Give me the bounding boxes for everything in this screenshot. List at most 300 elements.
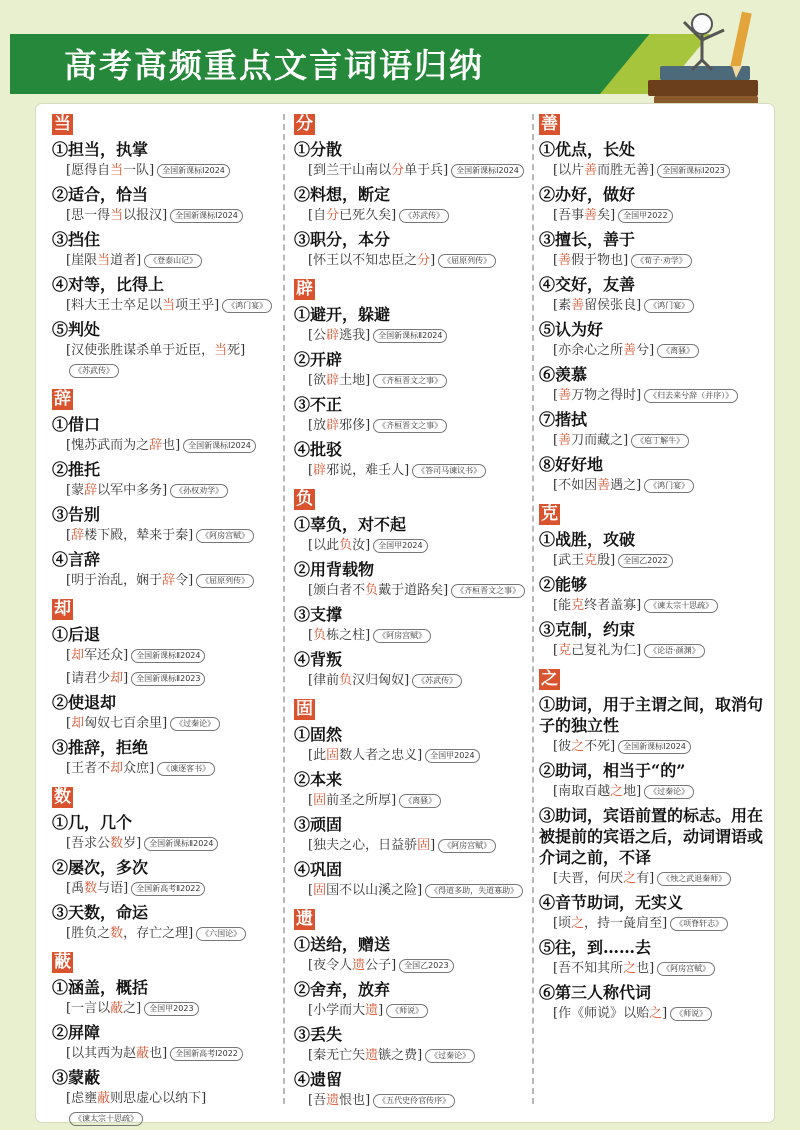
source-tag: 全国新高考Ⅰ2022 xyxy=(170,1047,243,1061)
example-text: [ xyxy=(66,716,72,731)
sense-label: ③职分，本分 xyxy=(294,230,391,249)
example-text: [一言以 xyxy=(66,1001,111,1016)
source-tag: 《论语·颜渊》 xyxy=(644,644,705,658)
source-tag: 全国新课标Ⅱ2024 xyxy=(144,837,218,851)
example-text: 土地] xyxy=(339,373,371,388)
example-text: 以报汉] xyxy=(123,208,168,223)
column-divider xyxy=(283,114,285,1104)
source-tag: 《谏太宗十思疏》 xyxy=(644,599,718,613)
example-text: 有] xyxy=(636,871,655,886)
example-text: [亦余心之所 xyxy=(553,343,624,358)
example-text: 国不以山溪之险] xyxy=(326,883,423,898)
highlighted-word: 克 xyxy=(571,598,585,613)
highlighted-word: 之 xyxy=(571,739,585,754)
example-sentence xyxy=(308,791,530,811)
sense-label: ⑦揩拭 xyxy=(539,410,588,429)
example-text: ] xyxy=(430,253,436,268)
example-sentence xyxy=(553,341,771,361)
highlighted-word: 之 xyxy=(649,1006,663,1021)
sense-label: ⑥羡慕 xyxy=(539,365,588,384)
headword-badge: 数 xyxy=(54,787,71,807)
sense-label: ③不正 xyxy=(294,395,343,414)
example-sentence xyxy=(308,536,530,556)
example-sentence xyxy=(553,869,771,889)
example-text: 死] xyxy=(227,343,246,358)
sense-label: ③挡住 xyxy=(52,230,101,249)
source-tag: 《苏武传》 xyxy=(399,209,449,223)
headword-badge: 负 xyxy=(296,489,313,509)
sense-label: ⑤判处 xyxy=(52,320,101,339)
example-sentence xyxy=(66,999,282,1019)
headword-badge: 之 xyxy=(541,669,558,689)
example-text: [王者不 xyxy=(66,761,111,776)
sense-label: ③顽固 xyxy=(294,815,343,834)
example-text: 之] xyxy=(123,1001,142,1016)
column-2 xyxy=(294,114,530,1114)
example-sentence xyxy=(553,737,771,757)
example-text: ] xyxy=(430,838,436,853)
example-sentence xyxy=(66,341,282,381)
source-tag: 全国新课标Ⅱ2024 xyxy=(373,329,447,343)
highlighted-word: 克 xyxy=(558,643,572,658)
example-text: [公 xyxy=(308,328,327,343)
example-sentence xyxy=(66,879,282,899)
example-text: [料大王士卒足以 xyxy=(66,298,163,313)
example-text: [素 xyxy=(553,298,572,313)
highlighted-word: 负 xyxy=(339,538,353,553)
example-text: [虑壅 xyxy=(66,1091,98,1106)
sense-label: ②屏障 xyxy=(52,1023,101,1042)
example-text: [蒙 xyxy=(66,483,85,498)
sense-label: ①战胜，攻破 xyxy=(539,530,636,549)
sense-label: ①借口 xyxy=(52,415,101,434)
highlighted-word: 之 xyxy=(571,916,585,931)
highlighted-word: 克 xyxy=(584,553,598,568)
word-entry xyxy=(52,599,282,779)
highlighted-word: 固 xyxy=(313,883,327,898)
example-sentence xyxy=(553,386,771,406)
source-tag: 《过秦论》 xyxy=(170,717,220,731)
example-sentence xyxy=(66,834,282,854)
source-tag: 全国新课标Ⅰ2024 xyxy=(451,164,524,178)
example-text: 假于物也] xyxy=(571,253,629,268)
example-sentence xyxy=(66,526,282,546)
example-text: 以军中多务] xyxy=(97,483,168,498)
highlighted-word: 善 xyxy=(623,343,637,358)
highlighted-word: 遗 xyxy=(326,1093,340,1108)
sense-label: ④音节助词，无实义 xyxy=(539,893,684,912)
highlighted-word: 数 xyxy=(110,836,124,851)
source-tag: 《师说》 xyxy=(670,1007,712,1021)
sense-label: ③告别 xyxy=(52,505,101,524)
example-sentence xyxy=(66,1044,282,1064)
highlighted-word: 辞 xyxy=(71,528,85,543)
source-tag: 《鸿门宴》 xyxy=(644,299,694,313)
word-entry xyxy=(52,114,282,381)
example-text: 则思虚心以纳下] xyxy=(110,1091,207,1106)
example-text: [吾事 xyxy=(553,208,585,223)
sense-label: ④交好，友善 xyxy=(539,275,636,294)
sense-label: ②助词，相当于“的” xyxy=(539,761,686,780)
example-text: 前圣之所厚] xyxy=(326,793,397,808)
example-sentence xyxy=(66,206,282,226)
source-tag: 《阿房宫赋》 xyxy=(373,629,431,643)
example-sentence xyxy=(308,581,530,601)
example-text: 栋之柱] xyxy=(326,628,371,643)
example-text: [汉使张胜谋杀单于近臣， xyxy=(66,343,215,358)
example-text: [ xyxy=(553,388,559,403)
example-text: 不死] xyxy=(584,739,616,754)
sense-label: ②推托 xyxy=(52,460,101,479)
example-sentence xyxy=(308,671,530,691)
example-text: 留侯张良] xyxy=(584,298,642,313)
example-text: [ xyxy=(66,648,72,663)
source-tag: 《鸿门宴》 xyxy=(222,299,272,313)
sense-label: ③助词，宾语前置的标志。用在被提前的宾语之后，动词谓语或介词之前，不译 xyxy=(539,806,764,867)
sense-label: ①辜负，对不起 xyxy=(294,515,407,534)
example-text: [顷 xyxy=(553,916,572,931)
highlighted-word: 固 xyxy=(417,838,431,853)
example-text: [ xyxy=(553,643,559,658)
word-entry xyxy=(294,909,530,1111)
sense-label: ②开辟 xyxy=(294,350,343,369)
sense-label: ①固然 xyxy=(294,725,343,744)
example-text: 也] xyxy=(636,961,655,976)
example-text: 汉归匈奴] xyxy=(352,673,410,688)
word-entry xyxy=(539,114,771,496)
example-sentence xyxy=(308,251,530,271)
example-text: 殷] xyxy=(597,553,616,568)
sense-label: ②屡次，多次 xyxy=(52,858,149,877)
sense-label: ①涵盖，概括 xyxy=(52,978,149,997)
example-text: [ xyxy=(308,793,314,808)
source-tag: 全国新课标Ⅱ2024 xyxy=(131,649,205,663)
example-text: [吾求公 xyxy=(66,836,111,851)
highlighted-word: 遗 xyxy=(365,1048,379,1063)
headword-badge: 却 xyxy=(54,599,71,619)
example-text: [吾不知其所 xyxy=(553,961,624,976)
example-sentence xyxy=(308,416,530,436)
example-text: [此 xyxy=(308,748,327,763)
example-text: [崖限 xyxy=(66,253,98,268)
source-tag: 《离骚》 xyxy=(399,794,441,808)
sense-label: ③支撑 xyxy=(294,605,343,624)
highlighted-word: 蔽 xyxy=(110,1001,124,1016)
source-tag: 全国新课标Ⅱ2023 xyxy=(131,672,205,686)
example-text: [武王 xyxy=(553,553,585,568)
highlighted-word: 善 xyxy=(571,298,585,313)
highlighted-word: 分 xyxy=(417,253,431,268)
example-text: 岁] xyxy=(123,836,142,851)
example-sentence xyxy=(308,371,530,391)
column-divider xyxy=(532,114,534,1104)
source-tag: 《离骚》 xyxy=(657,344,699,358)
highlighted-word: 蔽 xyxy=(136,1046,150,1061)
source-tag: 《荀子·劝学》 xyxy=(631,254,692,268)
example-sentence xyxy=(553,551,771,571)
word-entry xyxy=(52,389,282,591)
highlighted-word: 当 xyxy=(110,163,124,178)
word-entry xyxy=(294,489,530,691)
source-tag: 《谏逐客书》 xyxy=(157,762,215,776)
example-text: [ xyxy=(553,253,559,268)
sense-label: ①送给，赠送 xyxy=(294,935,391,954)
sense-label: ②用背载物 xyxy=(294,560,375,579)
highlighted-word: 数 xyxy=(84,881,98,896)
example-sentence xyxy=(66,481,282,501)
source-tag: 《归去来兮辞（并序）》 xyxy=(644,389,738,403)
sense-label: ②本来 xyxy=(294,770,343,789)
example-sentence xyxy=(308,206,530,226)
example-sentence xyxy=(308,1001,530,1021)
source-tag: 全国新课标Ⅰ2024 xyxy=(618,740,691,754)
example-sentence xyxy=(66,924,282,944)
headword-badge: 固 xyxy=(296,699,313,719)
source-tag: 《登泰山记》 xyxy=(144,254,202,268)
example-text: [ xyxy=(308,628,314,643)
example-text: 己复礼为仁] xyxy=(571,643,642,658)
example-text: [怀王以不知忠臣之 xyxy=(308,253,418,268)
example-sentence xyxy=(308,161,530,181)
example-text: [请君少 xyxy=(66,671,111,686)
example-text: [独夫之心，日益骄 xyxy=(308,838,418,853)
example-text: 邪说，难壬人] xyxy=(326,463,410,478)
source-tag: 《鸿门宴》 xyxy=(644,479,694,493)
headword-badge: 分 xyxy=(296,114,313,134)
highlighted-word: 辞 xyxy=(84,483,98,498)
example-sentence xyxy=(66,296,282,316)
highlighted-word: 却 xyxy=(71,716,85,731)
highlighted-word: 却 xyxy=(110,761,124,776)
example-sentence xyxy=(308,836,530,856)
sense-label: ②料想，断定 xyxy=(294,185,391,204)
example-text: 已死久矣] xyxy=(339,208,397,223)
word-entry xyxy=(52,787,282,944)
example-text: [明于治乱，娴于 xyxy=(66,573,163,588)
example-sentence xyxy=(308,1046,530,1066)
highlighted-word: 负 xyxy=(365,583,379,598)
example-sentence xyxy=(66,436,282,456)
highlighted-word: 固 xyxy=(326,748,340,763)
example-text: 单于兵] xyxy=(404,163,449,178)
example-sentence xyxy=(553,914,771,934)
example-text: 也] xyxy=(149,1046,168,1061)
source-tag: 全国新课标Ⅰ2024 xyxy=(170,209,243,223)
example-sentence xyxy=(553,1004,771,1024)
word-entry xyxy=(294,279,530,481)
source-tag: 全国新课标Ⅰ2023 xyxy=(657,164,730,178)
sense-label: ②舍弃，放弃 xyxy=(294,980,391,999)
headword-badge: 辞 xyxy=(54,389,71,409)
example-text: 刀而藏之] xyxy=(571,433,629,448)
highlighted-word: 善 xyxy=(558,253,572,268)
example-text: [以片 xyxy=(553,163,585,178)
highlighted-word: 善 xyxy=(584,208,598,223)
headword-badge: 克 xyxy=(541,504,558,524)
example-text: 道者] xyxy=(110,253,142,268)
example-text: [以此 xyxy=(308,538,340,553)
example-sentence xyxy=(553,476,771,496)
example-text: [欲 xyxy=(308,373,327,388)
headword-badge: 遗 xyxy=(296,909,313,929)
highlighted-word: 之 xyxy=(610,784,624,799)
example-text: 楼下殿，辇来于秦] xyxy=(84,528,194,543)
source-tag: 《阿房宫赋》 xyxy=(196,529,254,543)
source-tag: 《阿房宫赋》 xyxy=(438,839,496,853)
highlighted-word: 辟 xyxy=(326,328,340,343)
example-text: 终者盖寡] xyxy=(584,598,642,613)
example-text: [思一得 xyxy=(66,208,111,223)
example-text: [ xyxy=(66,528,72,543)
highlighted-word: 辞 xyxy=(162,573,176,588)
source-tag: 《答司马谏议书》 xyxy=(412,464,486,478)
example-text: 恨也] xyxy=(339,1093,371,1108)
example-sentence xyxy=(553,782,771,802)
example-sentence xyxy=(308,626,530,646)
column-3 xyxy=(539,114,771,1027)
source-tag: 全国甲2024 xyxy=(373,539,427,553)
example-text: 邪侈] xyxy=(339,418,371,433)
source-tag: 《屈原列传》 xyxy=(438,254,496,268)
source-tag: 全国新课标Ⅰ2024 xyxy=(183,439,256,453)
example-text: [胜负之 xyxy=(66,926,111,941)
example-sentence xyxy=(553,959,771,979)
source-tag: 《齐桓晋文之事》 xyxy=(373,374,447,388)
page-title: 高考高频重点文言词语归纳 xyxy=(64,46,484,85)
example-text: 公子] xyxy=(365,958,397,973)
example-sentence xyxy=(553,431,771,451)
highlighted-word: 善 xyxy=(558,388,572,403)
example-text: ，存亡之理] xyxy=(123,926,194,941)
source-tag: 全国新课标Ⅰ2024 xyxy=(157,164,230,178)
word-entry xyxy=(539,504,771,661)
example-text: [小学而大 xyxy=(308,1003,366,1018)
example-text: 万物之得时] xyxy=(571,388,642,403)
source-tag: 全国乙2022 xyxy=(618,554,672,568)
sense-label: ④对等，比得上 xyxy=(52,275,165,294)
source-tag: 《得道多助，失道寡助》 xyxy=(425,884,523,898)
sense-label: ②能够 xyxy=(539,575,588,594)
example-text: [不如因 xyxy=(553,478,598,493)
example-text: [ xyxy=(308,463,314,478)
sense-label: ①分散 xyxy=(294,140,343,159)
source-tag: 《庖丁解牛》 xyxy=(631,434,689,448)
source-tag: 《齐桓晋文之事》 xyxy=(451,584,525,598)
sense-label: ④巩固 xyxy=(294,860,343,879)
example-sentence xyxy=(553,251,771,271)
sense-label: ①后退 xyxy=(52,625,101,644)
source-tag: 《屈原列传》 xyxy=(196,574,254,588)
example-text: 众庶] xyxy=(123,761,155,776)
source-tag: 《过秦论》 xyxy=(644,785,694,799)
example-text: ] xyxy=(378,1003,384,1018)
highlighted-word: 固 xyxy=(313,793,327,808)
example-sentence xyxy=(66,714,282,734)
source-tag: 《谏太宗十思疏》 xyxy=(69,1112,143,1126)
example-text: [自 xyxy=(308,208,327,223)
source-tag: 《阿房宫赋》 xyxy=(657,962,715,976)
source-tag: 全国甲2023 xyxy=(144,1002,198,1016)
highlighted-word: 辟 xyxy=(326,418,340,433)
source-tag: 《六国论》 xyxy=(196,927,246,941)
example-text: ] xyxy=(123,671,129,686)
sense-label: ④言辞 xyxy=(52,550,101,569)
word-entry xyxy=(294,699,530,901)
example-text: [律前 xyxy=(308,673,340,688)
content-card xyxy=(36,104,774,1122)
sense-label: ②使退却 xyxy=(52,693,117,712)
example-text: [ xyxy=(553,433,559,448)
example-text: [颁白者不 xyxy=(308,583,366,598)
highlighted-word: 当 xyxy=(162,298,176,313)
example-sentence xyxy=(553,161,771,181)
headword-badge: 蔽 xyxy=(54,952,71,972)
example-sentence xyxy=(553,596,771,616)
example-sentence xyxy=(66,571,282,591)
source-tag: 《孙权劝学》 xyxy=(170,484,228,498)
example-sentence xyxy=(66,251,282,271)
example-text: [以其西为赵 xyxy=(66,1046,137,1061)
sense-label: ①担当，执掌 xyxy=(52,140,149,159)
example-sentence xyxy=(66,161,282,181)
source-tag: 《过秦论》 xyxy=(425,1049,475,1063)
highlighted-word: 负 xyxy=(339,673,353,688)
column-1 xyxy=(52,114,282,1130)
example-text: 军还众] xyxy=(84,648,129,663)
sense-label: ⑤往，到……去 xyxy=(539,938,652,957)
sense-label: ②适合，恰当 xyxy=(52,185,149,204)
source-tag: 《苏武传》 xyxy=(412,674,462,688)
example-text: [能 xyxy=(553,598,572,613)
highlighted-word: 辟 xyxy=(326,373,340,388)
example-sentence xyxy=(66,646,282,666)
sense-label: ①助词，用于主谓之间，取消句子的独立性 xyxy=(539,695,764,735)
example-text: 地] xyxy=(623,784,642,799)
source-tag: 《师说》 xyxy=(386,1004,428,1018)
highlighted-word: 遗 xyxy=(352,958,366,973)
headword-badge: 辟 xyxy=(296,279,313,299)
example-text: 矣] xyxy=(597,208,616,223)
sense-label: ①避开，躲避 xyxy=(294,305,391,324)
example-text: 汝] xyxy=(352,538,371,553)
source-tag: 《齐桓晋文之事》 xyxy=(373,419,447,433)
example-text: [吾 xyxy=(308,1093,327,1108)
example-text: [ xyxy=(308,883,314,898)
source-tag: 《苏武传》 xyxy=(69,364,119,378)
headword-badge: 当 xyxy=(54,114,71,134)
highlighted-word: 当 xyxy=(97,253,111,268)
highlighted-word: 当 xyxy=(110,208,124,223)
example-sentence xyxy=(308,746,530,766)
example-text: 匈奴七百余里] xyxy=(84,716,168,731)
word-entry xyxy=(52,952,282,1129)
example-text: [秦无亡矢 xyxy=(308,1048,366,1063)
example-sentence xyxy=(553,206,771,226)
example-sentence xyxy=(308,461,530,481)
sense-label: ⑧好好地 xyxy=(539,455,604,474)
example-text: [愿得自 xyxy=(66,163,111,178)
example-text: 也] xyxy=(162,438,181,453)
highlighted-word: 遗 xyxy=(365,1003,379,1018)
sense-label: ①优点，长处 xyxy=(539,140,636,159)
highlighted-word: 分 xyxy=(326,208,340,223)
sense-label: ⑤认为好 xyxy=(539,320,604,339)
example-text: [彼 xyxy=(553,739,572,754)
sense-label: ⑥第三人称代词 xyxy=(539,983,652,1002)
sense-label: ①几，几个 xyxy=(52,813,133,832)
sense-label: ④背叛 xyxy=(294,650,343,669)
highlighted-word: 善 xyxy=(597,478,611,493)
